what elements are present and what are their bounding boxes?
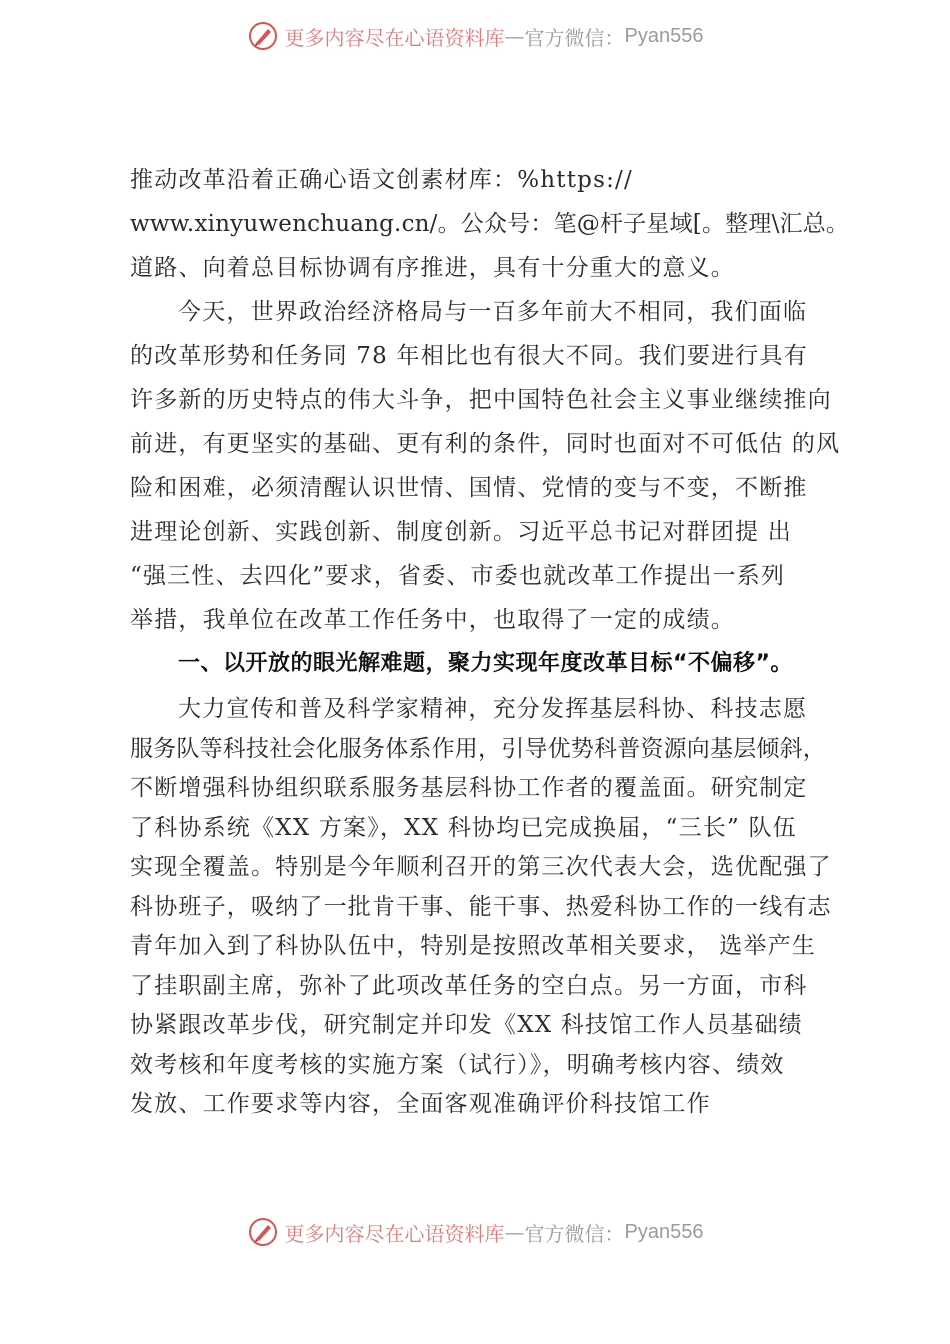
- paragraph-line: 今天，世界政治经济格局与一百多年前大不相同，我们面临: [178, 299, 808, 325]
- pen-logo-icon: [247, 20, 279, 52]
- watermark-dash: —: [504, 1220, 525, 1244]
- paragraph-line: 服务队等科技社会化服务体系作用，引导优势科普资源向基层倾斜，: [130, 735, 826, 762]
- footer-watermark: [0, 1212, 950, 1252]
- paragraph-line: 许多新的历史特点的伟大斗争，把中国特色社会主义事业继续推向: [130, 387, 832, 413]
- paragraph-line: “强三性、去四化”要求，省委、市委也就改革工作提出一系列: [130, 563, 786, 589]
- watermark-brand: 更多内容尽在心语资料库: [284, 1221, 505, 1246]
- paragraph-line: 效考核和年度考核的实施方案（试行）》，明确考核内容、绩效: [130, 1051, 785, 1078]
- paragraph-line: 发放、工作要求等内容，全面客观准确评价科技馆工作: [130, 1091, 711, 1117]
- paragraph-line: 险和困难，必须清醒认识世情、国情、党情的变与不变，不断推: [130, 475, 808, 501]
- intro-paragraph: [130, 158, 850, 290]
- paragraph-line: 进理论创新、实践创新、制度创新。习近平总书记对群团提 出: [130, 519, 792, 545]
- paragraph-line: 青年加入到了科协队伍中，特别是按照改革相关要求， 选举产生: [130, 933, 817, 959]
- paragraph-two: [130, 690, 850, 1125]
- paragraph-line: 的改革形势和任务同 78 年相比也有很大不同。我们要进行具有: [130, 343, 808, 369]
- watermark-wechat-id: Pyan556: [624, 1220, 704, 1243]
- intro-line: www.xinyuwenchuang.cn/。公众号：笔@杆子星域[。整理\汇总。: [130, 211, 850, 237]
- intro-line: 推动改革沿着正确心语文创素材库：%https://: [130, 167, 633, 193]
- paragraph-one: [130, 290, 850, 642]
- watermark-dash: —: [504, 24, 525, 48]
- document-body: [130, 158, 850, 1125]
- watermark-label: 官方微信：: [524, 1221, 625, 1246]
- pen-logo-icon: [247, 1216, 279, 1248]
- paragraph-line: 科协班子，吸纳了一批肯干事、能干事、热爱科协工作的一线有志: [130, 893, 832, 920]
- paragraph-line: 大力宣传和普及科学家精神，充分发挥基层科协、科技志愿: [178, 696, 808, 722]
- paragraph-line: 不断增强科协组织联系服务基层科协工作者的覆盖面。研究制定: [130, 775, 808, 801]
- header-watermark: [0, 16, 950, 56]
- section-heading: 一、以开放的眼光解难题，聚力实现年度改革目标“不偏移”。: [178, 651, 793, 676]
- paragraph-line: 了科协系统《XX 方案》，XX 科协均已完成换届，“三长” 队伍: [130, 814, 797, 841]
- watermark-wechat-id: Pyan556: [624, 24, 704, 47]
- paragraph-line: 实现全覆盖。特别是今年顺利召开的第三次代表大会，选优配强了: [130, 854, 832, 880]
- paragraph-line: 举措，我单位在改革工作任务中，也取得了一定的成绩。: [130, 607, 735, 633]
- watermark-brand: 更多内容尽在心语资料库: [284, 25, 505, 50]
- paragraph-line: 了挂职副主席，弥补了此项改革任务的空白点。另一方面，市科: [130, 972, 808, 999]
- intro-line: 道路、向着总目标协调有序推进，具有十分重大的意义。: [130, 255, 735, 281]
- watermark-label: 官方微信：: [524, 25, 625, 50]
- paragraph-line: 前进，有更坚实的基础、更有利的条件，同时也面对不可低估 的风: [130, 431, 841, 457]
- paragraph-line: 协紧跟改革步伐，研究制定并印发《XX 科技馆工作人员基础绩: [130, 1012, 803, 1038]
